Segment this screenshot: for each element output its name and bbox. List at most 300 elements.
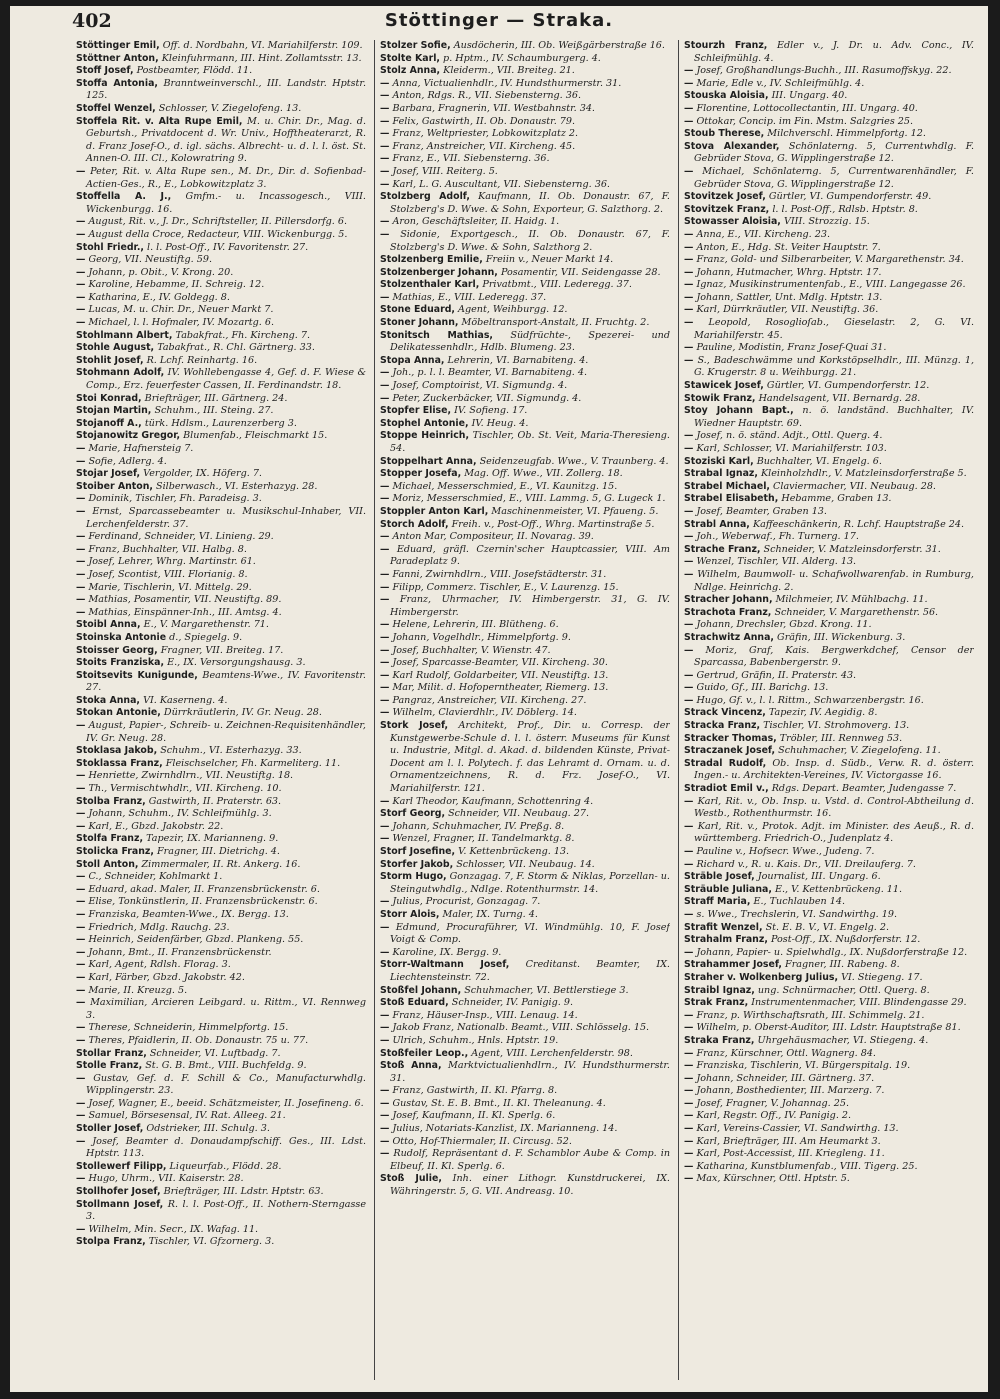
entry-details: Mar, Milit. d. Hofoperntheater, Riemerg. 13. (392, 682, 609, 694)
entry-name: Stoß Eduard, (380, 997, 449, 1009)
entry-name: — (684, 342, 694, 354)
entry-details: Leopold, Rosoglioſab., Gieselastr. 2, G. VI. Mariahilferstr. 45. (694, 317, 974, 341)
directory-entry (76, 430, 366, 443)
entry-name: Stoner Johann, (380, 317, 459, 329)
entry-details: Johann, Hutmacher, Whrg. Hptstr. 17. (696, 266, 882, 278)
entry-name: Stopper Josefa, (380, 468, 462, 480)
directory-entry (684, 292, 974, 305)
directory-entry (76, 1173, 366, 1186)
directory-entry (684, 682, 974, 695)
entry-details: Guido, Gf., III. Barichg. 13. (696, 682, 829, 694)
directory-entry (684, 216, 974, 229)
entry-name: — (684, 1097, 694, 1109)
entry-name: Stoiber Anton, (76, 480, 153, 492)
directory-entry (684, 972, 974, 985)
directory-entry (684, 40, 974, 65)
entry-name: Stoub Therese, (684, 128, 765, 140)
directory-entry (684, 594, 974, 607)
entry-name: Storr-Waltmann Josef, (380, 959, 510, 971)
directory-page (10, 6, 988, 1392)
directory-entry (684, 871, 974, 884)
entry-details: Freiin v., Neuer Markt 14. (485, 254, 614, 266)
entry-details: Max, Kürschner, Ottl. Hptstr. 5. (696, 1173, 850, 1185)
entry-details: Fragner, III. Rabeng. 8. (785, 959, 900, 971)
entry-name: Stovitzek Josef, (684, 191, 766, 203)
entry-details: Johann, Schneider, III. Gärtnerg. 37. (696, 1072, 875, 1084)
entry-name: — (76, 304, 86, 316)
entry-name: — (380, 946, 390, 958)
entry-details: Gürtler, VI. Gumpendorferstr. 49. (768, 191, 932, 203)
entry-name: Stolz Anna, (380, 65, 441, 77)
entry-details: Pauline v., Hofsecr. Wwe., Judeng. 7. (696, 846, 875, 857)
entry-details: Filipp, Commerz. Tischler, E., V. Laurenzg. 15. (392, 581, 619, 593)
entry-details: Wilhelm, p. Oberst-Auditor, III. Ldstr. Hauptstraße 81. (696, 1022, 961, 1034)
entry-details: Schuhmacher, V. Ziegelofeng. 11. (778, 745, 941, 757)
directory-entry (684, 569, 974, 594)
entry-name: Stoppler Anton Karl, (380, 505, 489, 517)
directory-entry (380, 833, 670, 846)
entry-name: — (380, 1123, 390, 1135)
entry-details: Joh., Weberwaf., Fh. Turnerg. 17. (696, 531, 859, 543)
entry-name: — (380, 795, 390, 807)
entry-details: Tischler, VI. Gfzornerg. 3. (148, 1236, 275, 1248)
entry-name: Strachota Franz, (684, 606, 772, 618)
entry-details: Liqueurfab., Flödd. 28. (169, 1160, 282, 1172)
entry-name: — (380, 493, 390, 505)
entry-name: — (76, 505, 86, 517)
directory-entry (684, 783, 974, 796)
entry-name: — (76, 997, 86, 1009)
entry-name: — (684, 820, 694, 832)
entry-name: — (684, 694, 694, 706)
directory-entry (380, 355, 670, 368)
entry-details: St. E. B. V., VI. Engelg. 2. (765, 921, 890, 933)
directory-entry (684, 506, 974, 519)
directory-entry (76, 304, 366, 317)
entry-name: — (76, 581, 86, 593)
entry-name: Strache Franz, (684, 543, 761, 555)
entry-details: Eduard, akad. Maler, II. Franzensbrückenstr. 6. (88, 883, 320, 895)
entry-details: Architekt, Prof., Dir. u. Corresp. der Kunstgewerbe-Schule d. l. l. österr. Museums für Kunst u. Industrie, Mitgl. d. Akad. d. bildenden Künste, Privat-Docent am l. l. Polytech. f. das Lehramt d. Ornam. u. d. Ornamentzeichnens, R. d. Frz. Josef-O., VI. Mariahilferstr. 121. (390, 720, 670, 795)
entry-name: — (684, 644, 694, 656)
entry-name: — (684, 1047, 694, 1059)
entry-name: — (76, 1034, 86, 1046)
entry-details: Julius, Notariats-Kanzlist, IX. Marianneng. 14. (392, 1123, 618, 1135)
directory-entry (380, 569, 670, 582)
entry-name: Stawicek Josef, (684, 380, 764, 392)
entry-details: Peter, Rit. v. Alta Rupe sen., M. Dr., Dir. d. Sofienbad-Actien-Ges., R., E., Lobkowitzplatz 3. (86, 165, 366, 190)
entry-details: Josef, Fragner, V. Johannag. 25. (696, 1097, 850, 1109)
entry-details: d., Spiegelg. 9. (169, 631, 243, 643)
directory-entry (684, 380, 974, 393)
entry-name: — (684, 1072, 694, 1084)
entry-details: Gustav, St. E. B. Bmt., II. Kl. Theleanung. 4. (392, 1097, 606, 1109)
entry-name: — (684, 946, 694, 958)
directory-entry (380, 657, 670, 670)
directory-entry (76, 544, 366, 557)
entry-details: Karl, E., Gbzd. Jakobstr. 22. (88, 820, 224, 832)
entry-name: — (76, 720, 86, 732)
directory-entry (684, 78, 974, 91)
entry-details: Joh., p. l. l. Beamter, VI. Barnabiteng. 4. (392, 367, 588, 379)
entry-details: Vergolder, IX. Höferg. 7. (143, 468, 262, 480)
directory-entry (76, 632, 366, 645)
entry-details: Samuel, Börsesensal, IV. Rat. Alleeg. 21. (88, 1110, 286, 1122)
directory-entry (380, 330, 670, 355)
directory-entry (76, 896, 366, 909)
entry-details: Pangraz, Anstreicher, VII. Kircheng. 27. (392, 694, 587, 706)
entry-name: — (684, 266, 694, 278)
directory-entry (76, 997, 366, 1022)
entry-name: Stoppe Heinrich, (380, 430, 470, 442)
directory-entry (684, 544, 974, 557)
entry-name: — (684, 291, 694, 303)
entry-details: Postbeamter, Flödd. 11. (136, 65, 253, 77)
directory-entry (76, 1073, 366, 1098)
directory-entry (76, 607, 366, 620)
entry-details: Mathias, Posamentir, VII. Neustiftg. 89. (88, 594, 282, 606)
entry-name: Storf Georg, (380, 808, 446, 820)
directory-entry (76, 191, 366, 216)
entry-name: Stojar Josef, (76, 468, 141, 480)
entry-details: Johann, Sattler, Unt. Mdlg. Hptstr. 13. (696, 291, 883, 303)
directory-entry (684, 796, 974, 821)
entry-name: — (76, 934, 86, 946)
entry-details: Gertrud, Gräfin, II. Praterstr. 43. (696, 669, 857, 681)
entry-details: Kleinfuhrmann, III. Hint. Zollamtsstr. 13. (161, 52, 362, 64)
directory-entry (380, 1136, 670, 1149)
entry-details: S., Badeschwämme und Korkstöpselhdlr., III. Münzg. 1, G. Krugerstr. 8 u. Weihburgg. 21. (694, 354, 974, 379)
directory-entry (684, 821, 974, 846)
entry-details: Anna, E., VII. Kircheng. 23. (696, 228, 831, 240)
entry-name: Stojanoff A., (76, 417, 142, 429)
entry-details: Dürrkräutlerin, IV. Gr. Neug. 28. (163, 707, 322, 719)
entry-name: — (76, 266, 86, 278)
entry-details: Eduard, gräfl. Czernin'scher Hauptcassier, VIII. Am Paradeplatz 9. (390, 543, 670, 568)
directory-entry (380, 896, 670, 909)
entry-details: R. l. l. Post-Off., II. Nothern-Sterngasse 3. (86, 1198, 366, 1223)
entry-details: Milchmeier, IV. Mühlbachg. 11. (775, 594, 928, 606)
directory-entry (380, 594, 670, 619)
entry-details: Karl, L. G. Auscultant, VII. Siebensterng. 36. (392, 178, 610, 190)
entry-name: Strahammer Josef, (684, 959, 782, 971)
entry-details: Josef, Scontist, VIII. Florianig. 8. (88, 568, 248, 580)
entry-details: ung. Schnürmacher, Ottl. Querg. 8. (757, 984, 930, 996)
entry-name: Stoka Anna, (76, 694, 140, 706)
entry-details: Silberwasch., VI. Esterhazyg. 28. (156, 480, 318, 492)
entry-details: Wenzel, Tischler, VII. Alderg. 13. (696, 556, 857, 568)
directory-entry (76, 216, 366, 229)
directory-entry (684, 1173, 974, 1186)
entry-name: Strabel Elisabeth, (684, 493, 779, 505)
directory-entry (684, 645, 974, 670)
entry-details: Edler v., J. Dr. u. Adv. Conc., IV. Schleifmühlg. 4. (694, 40, 974, 64)
entry-name: — (380, 480, 390, 492)
directory-entry (684, 922, 974, 935)
directory-entry (684, 758, 974, 783)
entry-name: — (684, 619, 694, 631)
entry-details: Südfrüchte-, Spezerei- und Delikatessenhdlr., Hdlb. Blumeng. 23. (390, 329, 670, 354)
directory-entry (76, 103, 366, 116)
entry-details: Michael, l. l. Hofmaler, IV. Mozartg. 6. (88, 317, 275, 329)
entry-details: Theres, Pfaidlerin, II. Ob. Donaustr. 75 u. 77. (88, 1034, 309, 1046)
entry-details: Sofie, Adlerg. 4. (88, 455, 167, 467)
entry-name: — (684, 279, 694, 291)
entry-details: Katharina, E., IV. Goldegg. 8. (88, 291, 230, 303)
entry-details: Franz, Gold- und Silberarbeiter, V. Margarethenstr. 34. (696, 254, 964, 266)
directory-entry (684, 481, 974, 494)
entry-details: Gmfm.- u. Incassogesch., VIII. Wickenburgg. 16. (86, 191, 366, 215)
entry-name: — (380, 568, 390, 580)
directory-entry (684, 1098, 974, 1111)
entry-name: — (76, 216, 86, 228)
directory-entry (76, 1123, 366, 1136)
directory-entry (380, 116, 670, 129)
entry-name: Stolba Franz, (76, 795, 146, 807)
directory-entry (76, 695, 366, 708)
entry-details: Claviermacher, VII. Neubaug. 28. (773, 480, 936, 492)
entry-details: Tröbler, III. Rennweg 53. (779, 732, 903, 744)
entry-name: — (380, 1110, 390, 1122)
entry-name: — (380, 153, 390, 165)
directory-entry (380, 695, 670, 708)
entry-name: — (684, 1173, 694, 1185)
entry-name: — (684, 443, 694, 454)
entry-details: St. G. B. Bmt., VIII. Buchfeldg. 9. (145, 1060, 307, 1072)
entry-name: Storr Alois, (380, 908, 440, 920)
entry-name: Stopa Anna, (380, 354, 445, 366)
directory-entry (684, 103, 974, 116)
entry-details: Marie, Edle v., IV. Schleifmühlg. 4. (696, 77, 865, 89)
entry-details: Josef, Beamter, Graben 13. (696, 505, 827, 517)
entry-details: IV. Heug. 4. (471, 417, 529, 429)
entry-name: Straczanek Josef, (684, 745, 776, 757)
entry-details: Fragner, VII. Breiteg. 17. (160, 644, 284, 656)
entry-name: — (684, 908, 694, 920)
entry-details: Fleischselcher, Fh. Karmeliterg. 11. (165, 757, 341, 769)
directory-entry (76, 770, 366, 783)
directory-entry (684, 607, 974, 620)
directory-entry (380, 506, 670, 519)
entry-details: Henriette, Zwirnhdlrn., VII. Neustiftg. 18. (88, 770, 294, 782)
entry-name: — (380, 543, 390, 555)
directory-entry (76, 317, 366, 330)
entry-details: Buchhalter, VI. Engelg. 6. (756, 455, 882, 467)
entry-name: — (76, 279, 86, 291)
entry-name: Stolzenthaler Karl, (380, 279, 480, 291)
directory-entry (380, 191, 670, 216)
entry-details: Josef, Großhandlungs-Buchh., III. Rasumoffskyg. 22. (696, 65, 952, 77)
directory-entry (76, 833, 366, 846)
entry-name: Stovitzek Franz, (684, 203, 770, 215)
entry-details: p. Hptm., IV. Schaumburgerg. 4. (443, 52, 601, 64)
entry-details: Wenzel, Fragner, II. Tandelmarktg. 8. (392, 833, 575, 845)
entry-details: Gastwirth, II. Praterstr. 63. (148, 795, 282, 807)
directory-entry (380, 380, 670, 393)
directory-entry (380, 1035, 670, 1048)
entry-details: Michael, Messerschmied, E., VI. Kaunitzg. 15. (392, 480, 618, 492)
entry-details: Johann, Bosthedienter, III. Marzerg. 7. (696, 1085, 885, 1097)
entry-name: — (684, 505, 694, 517)
entry-details: Schneider, IV. Panigig. 9. (451, 997, 573, 1009)
entry-details: Josef, Sparcasse-Beamter, VII. Kircheng. 30. (392, 657, 608, 669)
entry-details: Briefträger, III. Gärtnerg. 24. (144, 392, 288, 404)
directory-entry (380, 670, 670, 683)
directory-entry (76, 846, 366, 859)
entry-name: — (684, 795, 694, 807)
entry-name: — (76, 971, 86, 983)
entry-name: — (380, 644, 390, 656)
entry-details: Franz, p. Wirthschaftsrath, III. Schimmelg. 21. (696, 1009, 925, 1021)
directory-entry (76, 569, 366, 582)
entry-name: — (76, 254, 86, 266)
entry-name: Stone Eduard, (380, 304, 455, 316)
entry-details: Karl, Dürrkräutler, VII. Neustiftg. 36. (696, 304, 879, 316)
directory-entry (76, 657, 366, 670)
entry-details: Franz, Kürschner, Ottl. Wagnerg. 84. (696, 1047, 876, 1059)
directory-entry (684, 985, 974, 998)
entry-name: — (684, 1135, 694, 1147)
entry-details: Kaffeeschänkerin, R. Lchf. Hauptstraße 24. (752, 518, 965, 530)
directory-entry (76, 821, 366, 834)
entry-details: Tapezir, IX. Marianneng. 9. (146, 833, 279, 845)
directory-entry (76, 859, 366, 872)
entry-details: Florentine, Lottocollectantin, III. Ungarg. 40. (696, 102, 918, 114)
directory-entry (76, 582, 366, 595)
directory-entry (76, 367, 366, 392)
column-3 (684, 40, 974, 1390)
directory-entry (684, 1136, 974, 1149)
entry-details: Barbara, Fragnerin, VII. Westbahnstr. 34. (392, 102, 595, 114)
entry-name: — (380, 581, 390, 593)
directory-entry (380, 367, 670, 380)
entry-name: — (76, 594, 86, 606)
entry-name: — (76, 1110, 86, 1122)
directory-entry (76, 456, 366, 469)
entry-details: türk. Hdlsm., Laurenzerberg 3. (144, 417, 297, 429)
entry-name: — (684, 1110, 694, 1122)
entry-details: Helene, Lehrerin, III. Blütheng. 6. (392, 619, 559, 631)
directory-entry (380, 1098, 670, 1111)
entry-details: Ottokar, Concip. im Fin. Mstm. Salzgries 25. (696, 115, 914, 127)
entry-name: Stoff Josef, (76, 65, 134, 77)
directory-entry (684, 720, 974, 733)
directory-entry (380, 959, 670, 984)
entry-details: Off. d. Nordbahn, VI. Mariahilferstr. 109. (162, 40, 363, 51)
entry-details: Moriz, Messerschmied, E., VIII. Lammg. 5, G. Lugeck 1. (392, 493, 666, 505)
entry-name: — (76, 291, 86, 303)
entry-details: Johann, Papier- u. Spielwhdlg., IX. Nußdorferstraße 12. (696, 946, 968, 958)
directory-entry (380, 53, 670, 66)
entry-details: Karl, Rit. v., Ob. Insp. u. Vstd. d. Control-Abtheilung d. Westb., Rothenthurmstr. 16. (694, 795, 974, 820)
entry-name: — (380, 178, 390, 190)
directory-entry (380, 1010, 670, 1023)
entry-name: — (380, 1009, 390, 1021)
directory-entry (76, 53, 366, 66)
entry-details: Johann, Schuhmacher, IV. Preßg. 8. (392, 820, 565, 832)
entry-details: August, Papier-, Schreib- u. Zeichnen-Requisitenhändler, IV. Gr. Neug. 28. (86, 720, 366, 744)
directory-entry (380, 128, 670, 141)
entry-details: Schuhm., VI. Esterhazyg. 33. (160, 745, 302, 757)
entry-details: Schönlaterng. 5, Currentwhdlg. F. Gebrüder Stova, G. Wipplingerstraße 12. (694, 140, 974, 165)
entry-details: Uhrgehäusmacher, VI. Stiegeng. 4. (757, 1034, 929, 1046)
entry-details: Schlosser, VII. Neubaug. 14. (456, 858, 595, 870)
directory-entry (380, 267, 670, 280)
directory-entry (76, 670, 366, 695)
entry-name: Stoß Anna, (380, 1060, 442, 1072)
entry-details: Gustav, Gef. d. F. Schill & Co., Manufacturwhdlg. Wipplingerstr. 23. (86, 1072, 366, 1097)
entry-name: — (684, 1123, 694, 1135)
entry-name: Stoinska Antonie (76, 631, 167, 643)
entry-details: Mathias, E., VIII. Lederegg. 37. (392, 291, 547, 303)
entry-details: Rdgs. Depart. Beamter, Judengasse 7. (771, 783, 957, 795)
entry-name: Stohlit Josef, (76, 354, 144, 366)
directory-entry (380, 846, 670, 859)
entry-details: E., V. Margarethenstr. 71. (143, 619, 269, 631)
entry-name: — (684, 165, 694, 177)
directory-entry (380, 304, 670, 317)
entry-name: Stoklasa Jakob, (76, 745, 158, 757)
entry-details: Zimmermaler, II. Rt. Ankerg. 16. (141, 858, 301, 870)
entry-details: Anton Mar, Compositeur, II. Novarag. 39. (392, 531, 594, 543)
directory-entry (76, 443, 366, 456)
entry-name: — (76, 908, 86, 920)
entry-details: Katharina, Kunstblumenfab., VIII. Tigerg. 25. (696, 1160, 918, 1172)
directory-entry (380, 619, 670, 632)
entry-details: Ob. Insp. d. Südb., Verw. R. d. österr. Ingen.- u. Architekten-Vereines, IV. Victorgasse 16. (694, 757, 974, 782)
directory-entry (684, 1085, 974, 1098)
entry-name: Sträble Josef, (684, 871, 755, 883)
entry-name: — (380, 594, 390, 606)
entry-name: Strahalm Franz, (684, 934, 768, 946)
directory-entry (76, 909, 366, 922)
entry-name: — (684, 317, 694, 329)
entry-details: Seidenzeugfab. Wwe., V. Traunberg. 4. (479, 455, 669, 467)
entry-name: — (76, 808, 86, 820)
entry-name: — (380, 833, 390, 845)
entry-details: Richard v., R. u. Kais. Dr., VII. Dreilauferg. 7. (696, 858, 916, 870)
entry-details: Freih. v., Post-Off., Whrg. Martinstraße 5. (451, 518, 655, 530)
directory-entry (684, 846, 974, 859)
entry-name: Sträuble Juliana, (684, 883, 772, 895)
entry-details: Johann, Bmt., II. Franzensbrückenstr. (88, 946, 272, 958)
entry-name: Stova Alexander, (684, 140, 780, 152)
entry-details: Inh. einer Lithogr. Kunstdruckerei, IX. Währingerstr. 5, G. VII. Andreasg. 10. (390, 1173, 670, 1198)
entry-name: Stourzh Franz, (684, 40, 768, 51)
directory-entry (76, 594, 366, 607)
entry-name: — (76, 443, 86, 454)
entry-details: Möbeltransport-Anstalt, II. Fruchtg. 2. (461, 317, 650, 329)
directory-entry (76, 330, 366, 343)
directory-entry (380, 1123, 670, 1136)
directory-entry (380, 493, 670, 506)
entry-details: August della Croce, Redacteur, VIII. Wickenburgg. 5. (88, 228, 348, 240)
entry-name: — (380, 228, 390, 240)
entry-name: — (380, 1034, 390, 1046)
entry-details: Posamentir, VII. Seidengasse 28. (500, 266, 661, 278)
directory-entry (380, 821, 670, 834)
directory-entry (76, 493, 366, 506)
entry-name: — (76, 493, 86, 505)
directory-entry (380, 292, 670, 305)
directory-entry (76, 1022, 366, 1035)
directory-entry (76, 707, 366, 720)
directory-entry (76, 959, 366, 972)
entry-name: — (380, 140, 390, 152)
directory-entry (380, 103, 670, 116)
entry-details: Edmund, Procuraführer, VI. Windmühlg. 10, F. Josef Voigt & Comp. (390, 921, 670, 946)
directory-entry (380, 682, 670, 695)
